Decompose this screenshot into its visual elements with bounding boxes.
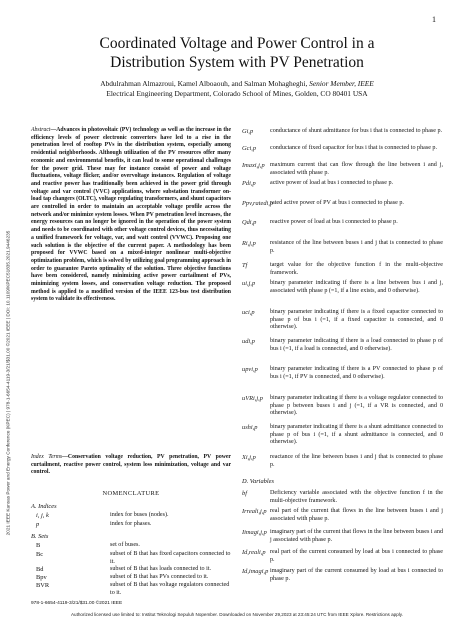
symbol: Pdi,p (242, 180, 256, 187)
symbol: Ppv,ratedi,p (242, 200, 274, 207)
definition: subset of B that has voltage regulators connected to it. (110, 582, 230, 596)
affiliation: Electrical Engineering Department, Colorado School of Mines, Golden, CO 80401 USA (106, 88, 368, 98)
side-banner (3, 165, 13, 600)
side-banner-text: 2021 IEEE Kansas Power and Energy Conference (KPEC) | 978-1-6654-4119-3/21/$31.00 ©2021 IEEE | DOI: 10.1109/KPEC51835.2021.9446235 (5, 230, 11, 535)
page-number: 1 (432, 15, 436, 24)
definition: imaginary part of the current consumed by load at bus i connected to phase p. (270, 568, 443, 582)
symbol: Tf (242, 262, 248, 269)
definition: index for buses (nodes). (110, 512, 169, 518)
footer-isbn: 978-1-6654-4119-3/21/$31.00 ©2021 IEEE (31, 601, 123, 606)
definition: real part of the current consumed by load at bus i connected to phase p. (270, 549, 443, 563)
symbol: Ri,j,p (242, 240, 256, 247)
symbol: Gi,p (242, 128, 254, 135)
index-terms-text: —Conservation voltage reduction, PV penetration, PV power curtailment, reactive power control, system loss minimization, voltage and var control. (31, 454, 231, 476)
symbol: i, j, k (36, 512, 49, 519)
definition: active power of load at bus i connected to phase p. (270, 180, 394, 186)
index-terms-label: Index Terms (31, 454, 63, 460)
definition: rated active power of PV at bus i connected to phase p. (270, 200, 404, 206)
definition: binary parameter indicating if there is a line between bus i and j, associated with phase p (=1, if a line exists, and 0 otherwise). (270, 280, 443, 294)
definition: maximum current that can flow through the line between i and j, associated with phase p. (270, 162, 443, 176)
section-heading-sets: B. Sets (31, 533, 49, 540)
definition: Deficiency variable associated with the objective function f in the multi-objective framework. (270, 490, 443, 504)
symbol: ushi,p (242, 424, 258, 431)
symbol: Id,imagi,p (242, 568, 269, 575)
definition: conductance of fixed capacitor for bus i that is connected to phase p. (270, 145, 438, 151)
abstract (31, 127, 231, 304)
definition: imaginary part of the current that flows in the line between buses i and j associated with phase p. (270, 529, 443, 543)
definition: resistance of the line between buses i and j that is connected to phase p. (270, 240, 443, 254)
definition: binary parameter indicating if there is a shunt admittance connected to phase p of bus i (=1, if a shunt admittance is connected, and 0 otherwise). (270, 424, 443, 446)
symbol: Xi,j,p (242, 454, 256, 461)
definition: index for phases. (110, 521, 152, 527)
definition: subset of B that has loads connected to it. (110, 566, 212, 572)
symbol: uci,p (242, 309, 255, 316)
symbol: Imaxi,j,p (242, 162, 265, 169)
title-line-1: Coordinated Voltage and Power Control in a (99, 35, 375, 52)
authors: Abdulrahman Almazroui, Kamel Alboaouh, and Salman Mohagheghi, (100, 79, 308, 88)
symbol: Bc (36, 551, 44, 558)
title-line-2: Distribution System with PV Penetration (110, 54, 364, 71)
definition: reactive power of load at bus i connected to phase p. (270, 219, 398, 225)
symbol: B (36, 542, 41, 549)
symbol: bf (242, 490, 247, 497)
section-heading-variables: D. Variables (242, 478, 274, 485)
definition: conductance of shunt admittance for bus i that is connected to phase p. (270, 128, 443, 134)
symbol: Irreali,j,p (242, 508, 267, 515)
abstract-label: Abstract (31, 127, 51, 133)
definition: subset of B that has PVs connected to it. (110, 574, 209, 580)
abstract-text: —Advances in photovoltaic (PV) technology as well as the increase in the efficiency levels of power electronic converters have led to a rise in the penetration level of rooftop PVs in the distribution system, especially among residential neighborhoods. Although utilization of the PV resources offer many economic and environmental benefits, it can lead to some operational challenges for the power grid. These may for instance consist of power and voltage fluctuations, voltage flicker, and/or overvoltage instances. Regulation of voltage and reactive power has traditionally been achieved in the power grid through voltage and var control (VVC) applications, where substation transformer on-load tap changers (OLTC), voltage regulating transformers, and shunt capacitors are controlled in order to maintain an acceptable voltage profile across the network and/or minimize system losses. When PV penetration level increases, the energy resources can no longer be ignored in the operation of the power system and needs to be coordinated with other voltage control devices, thus necessitating a unified framework for voltage, var, and watt control (VVWC). Proposing one such solution is the objective of the current paper. A methodology has been proposed for VVWC based on a mixed-integer nonlinear multi-objective optimization problem, which is solved by utilizing goal programming approach in order to guarantee Pareto optimality of the solution. Three objective functions have been considered, namely minimizing active power curtailment of PVs, minimizing system losses, and conservation voltage reduction. The proposed method is applied to a modified version of the IEEE 123-bus test distribution system to validate its effectiveness. (31, 127, 231, 303)
symbol: Bd (36, 566, 44, 573)
symbol: udi,p (242, 338, 255, 345)
symbol: Gci,p (242, 145, 257, 152)
definition: binary parameter indicating if there is a load connected to phase p of bus i (=1, if a load is connected, and 0 otherwise). (270, 338, 443, 352)
symbol: Qdi,p (242, 219, 257, 226)
symbol: BVR (36, 582, 50, 589)
definition: subset of B that has fixed capacitors connected to it. (110, 551, 231, 565)
paper-title (0, 34, 474, 72)
symbol: Iimagi,j,p (242, 529, 267, 536)
symbol: Bpv (36, 574, 47, 581)
parameters-section (31, 594, 231, 600)
symbol: p (36, 521, 40, 528)
symbol: uVRi,j,p (242, 395, 263, 402)
definition: set of buses. (110, 542, 140, 548)
symbol: ui,j,p (242, 280, 256, 287)
symbol: Id,reali,p (242, 549, 266, 556)
definition: binary parameter indicating if there is a fixed capacitor connected to phase p of bus i (=1, if a fixed capacitor is connected, and 0 otherwise). (270, 309, 443, 331)
definition: binary parameter indicating if there is a voltage regulator connected to phase p between buses i and j (=1, if a VR is connected, and 0 otherwise). (270, 395, 443, 417)
index-terms (31, 454, 231, 477)
definition: binary parameter indicating if there is a PV connected to phase p of bus i (=1, if PV is connected, and 0 otherwise). (270, 366, 443, 380)
author-role: Senior Member, IEEE (309, 79, 374, 88)
definition: reactance of the line between buses i and j that is connected to phase p. (270, 454, 443, 468)
symbol: upvi,p (242, 366, 258, 373)
definition: real part of the current that flows in the line between buses i and j associated with phase p. (270, 508, 443, 522)
author-block (0, 79, 474, 98)
section-heading-indices: A. Indices (31, 503, 57, 510)
nomenclature-title: NOMENCLATURE (102, 490, 160, 497)
definition: target value for the objective function f in the multi-objective framework. (270, 262, 443, 276)
footer-license: Authorized licensed use limited to: Institut Teknologi Sepuluh Nopember. Downloaded on November 29,2023 at 23:45:24 UTC from IEEE Xplore. Restrictions apply. (70, 612, 404, 617)
